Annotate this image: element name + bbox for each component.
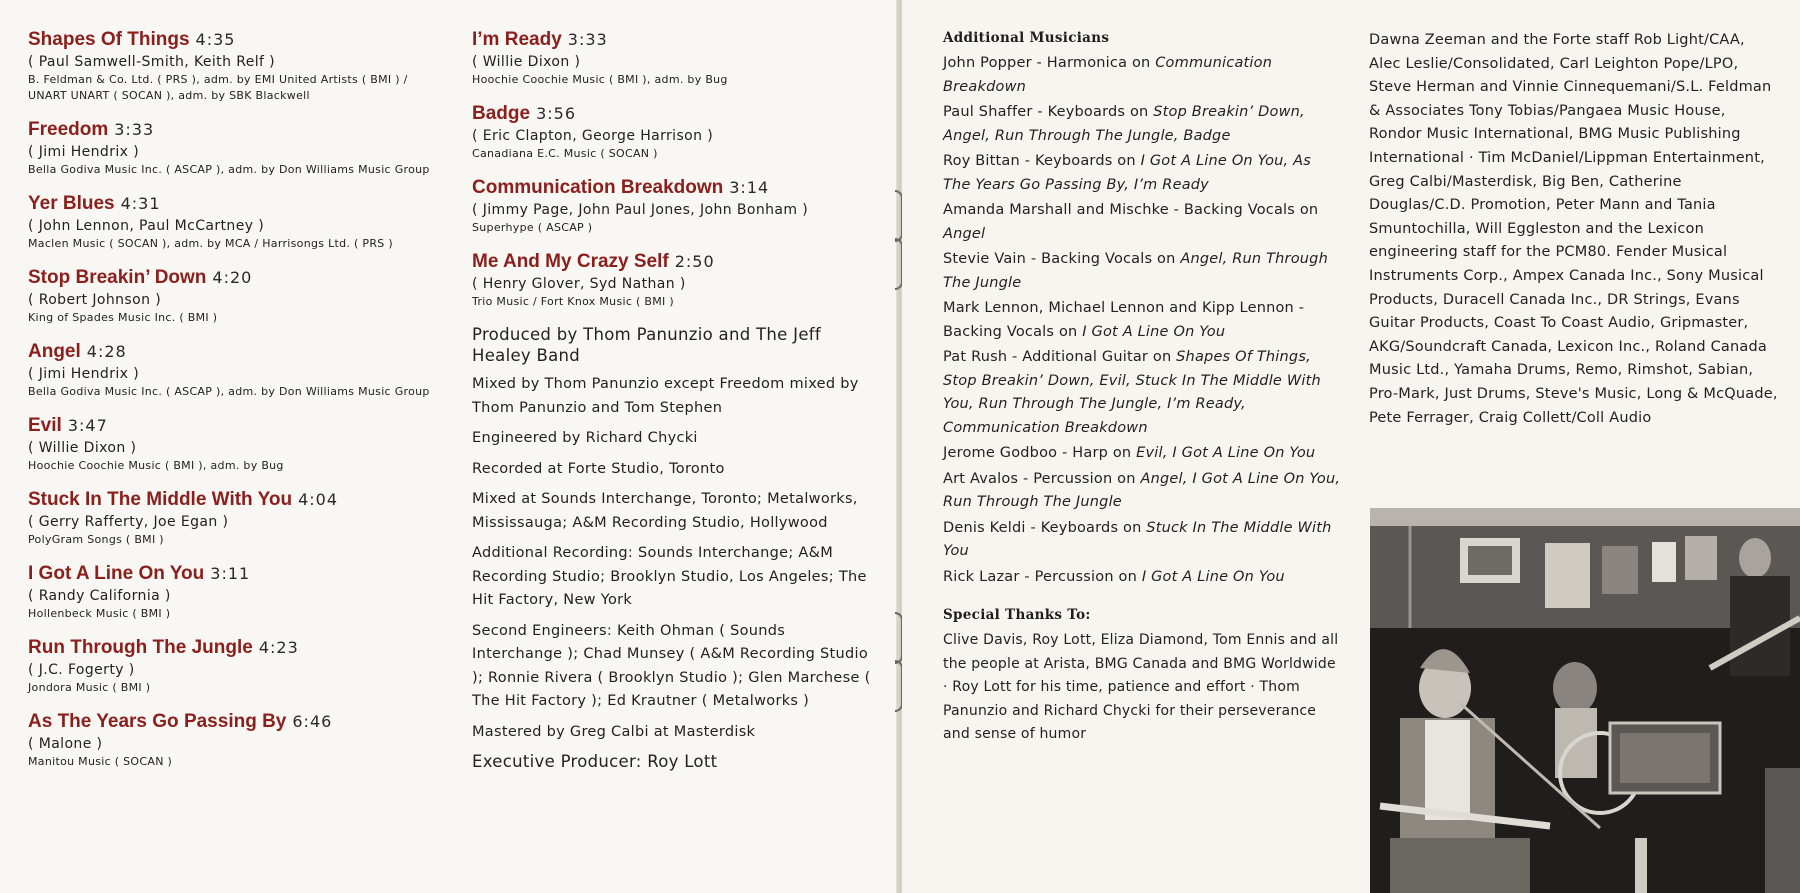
track-title [472, 102, 872, 126]
track-name: I’m Ready [472, 29, 562, 50]
musician-entry [943, 52, 1343, 99]
musician-entry [943, 517, 1343, 564]
musician-name: Pat Rush [943, 349, 1008, 365]
musician-songs: Stop Breakin’ Down, Angel, Run Through The Jungle, Badge [943, 104, 1305, 144]
track-title [472, 28, 872, 52]
musician-name: Mark Lennon, Michael Lennon and Kipp Lennon [943, 300, 1294, 316]
track-title [28, 118, 448, 142]
credit-line: Recorded at Forte Studio, Toronto [472, 460, 725, 477]
musician-songs: Angel, I Got A Line On You, Run Through The Jungle [943, 470, 1341, 510]
musician-entry [943, 468, 1343, 515]
track-name: As The Years Go Passing By [28, 711, 287, 732]
track-duration: 2:50 [674, 252, 715, 271]
musician-songs: Shapes Of Things, Stop Breakin’ Down, Evil, Stuck In The Middle With You, Run Through The Jungle, I’m Ready, Communication Breakdown [943, 349, 1321, 436]
musician-entry [943, 566, 1343, 590]
musician-role: - Backing Vocals on [943, 300, 1305, 340]
thanks-continued-text: Dawna Zeeman and the Forte staff Rob Light/CAA, Alec Leslie/Consolidated, Carl Leighton Pope/LPO, Steve Herman and Vinnie Cinnequemani/S.L. Feldman & Associates Tony Tobias/Pangaea Music House, Rondor Music International, BMG Music Publishing International · Tim McDaniel/Lippman Entertainment, Greg Calbi/Masterdisk, Big Ben, Catherine Douglas/C.D. Promotion, Peter Mann and Tania Smuntochilla, Will Eggleston and the Lexicon engineering staff for the PCM80. Fender Musical Instruments Corp., Ampex Canada Inc., Sony Musical Products, Duracell Canada Inc., DR Strings, Evans Guitar Products, Coast To Coast Audio, Gripmaster, AKG/Soundcraft Canada, Lexicon Inc., Roland Canada Music Ltd., Yamaha Drums, Remo, Rimshot, Sabian, Pro-Mark, Just Drums, Steve's Music, Long & McQuade, Pete Ferrager, Craig Collett/Coll Audio [1369, 32, 1778, 426]
track-publisher: Jondora Music ( BMI ) [28, 681, 151, 694]
credit-line: Additional Recording: Sounds Interchange; A&M Recording Studio; Brooklyn Studio, Los Angeles; The Hit Factory, New York [472, 545, 867, 608]
musician-songs: I Got A Line On You [1141, 568, 1285, 585]
musician-songs: I Got A Line On You, As The Years Go Passing By, I’m Ready [943, 153, 1312, 193]
thanks-text: Clive Davis, Roy Lott, Eliza Diamond, Tom Ennis and all the people at Arista, BMG Canada and BMG Worldwide · Roy Lott for his time, patience and effort · Thom Panunzio and Richard Chycki for their perseverance and sense of humor [943, 632, 1339, 742]
musician-role: - Backing Vocals on [1026, 251, 1181, 267]
track-writers: ( Gerry Rafferty, Joe Egan ) [28, 514, 229, 530]
track-name: Yer Blues [28, 193, 115, 214]
musician-role: - Keyboards on [1032, 104, 1154, 120]
track-publisher: Trio Music / Fort Knox Music ( BMI ) [472, 295, 674, 308]
musician-name: Jerome Godboo [943, 445, 1058, 461]
musician-songs: I Got A Line On You [1082, 323, 1226, 340]
track-publisher: Bella Godiva Music Inc. ( ASCAP ), adm. by Don Williams Music Group [28, 163, 430, 176]
track-entry [28, 414, 448, 474]
track-publisher: Hollenbeck Music ( BMI ) [28, 607, 171, 620]
credit-line: Produced by Thom Panunzio and The Jeff Healey Band [472, 325, 822, 365]
musician-entry [943, 150, 1343, 197]
track-writers: ( Jimmy Page, John Paul Jones, John Bonham ) [472, 202, 809, 218]
production-credits [472, 324, 872, 772]
track-writers: ( Willie Dixon ) [472, 54, 581, 70]
musician-name: Stevie Vain [943, 251, 1027, 267]
musician-role: - Backing Vocals on [1168, 202, 1319, 218]
track-writers: ( Robert Johnson ) [28, 292, 162, 308]
track-entry [28, 636, 448, 696]
musicians-list [943, 52, 1343, 589]
track-entry [28, 562, 448, 622]
musician-songs: Angel [943, 225, 986, 242]
track-duration: 3:33 [114, 120, 155, 139]
track-writers: ( John Lennon, Paul McCartney ) [28, 218, 265, 234]
track-entry [472, 176, 872, 236]
track-entry [472, 102, 872, 162]
track-name: Run Through The Jungle [28, 637, 253, 658]
track-duration: 3:47 [67, 416, 108, 435]
track-writers: ( Malone ) [28, 736, 103, 752]
track-entry [28, 118, 448, 178]
track-entry [28, 28, 448, 104]
track-duration: 4:23 [258, 638, 299, 657]
musician-entry [943, 199, 1343, 246]
musician-songs: Communication Breakdown [943, 55, 1273, 95]
track-title [472, 176, 872, 200]
track-name: Freedom [28, 119, 109, 140]
musician-name: Paul Shaffer [943, 104, 1033, 120]
musician-role: - Percussion on [1019, 568, 1142, 585]
track-title [28, 28, 448, 52]
track-writers: ( Henry Glover, Syd Nathan ) [472, 276, 686, 292]
track-entry [28, 340, 448, 400]
track-title [28, 636, 448, 660]
track-title [28, 562, 448, 586]
musician-name: Art Avalos [943, 470, 1019, 487]
track-publisher: Hoochie Coochie Music ( BMI ), adm. by Bug [28, 459, 284, 472]
track-duration: 3:11 [210, 564, 251, 583]
musician-role: - Harmonica on [1031, 55, 1156, 71]
track-entry [28, 488, 448, 548]
track-name: Communication Breakdown [472, 177, 724, 198]
tracklist-column-1 [28, 28, 448, 784]
tracklist-column-2-tracks [472, 28, 872, 310]
musician-name: Denis Keldi [943, 519, 1026, 536]
track-title [28, 266, 448, 290]
track-duration: 4:04 [298, 490, 339, 509]
credit-line: Executive Producer: Roy Lott [472, 752, 718, 771]
track-publisher: B. Feldman & Co. Ltd. ( PRS ), adm. by EMI United Artists ( BMI ) / UNART UNART ( SOCAN ), adm. by SBK Blackwell [28, 73, 408, 102]
track-duration: 6:46 [292, 712, 333, 731]
track-name: Me And My Crazy Self [472, 251, 669, 272]
track-entry [28, 710, 448, 770]
musician-entry [943, 346, 1343, 440]
track-duration: 3:14 [729, 178, 770, 197]
thanks-continued-column [1369, 29, 1779, 430]
track-title [28, 414, 448, 438]
track-publisher: Hoochie Coochie Music ( BMI ), adm. by Bug [472, 73, 728, 86]
credit-line: Engineered by Richard Chycki [472, 430, 698, 446]
musician-entry [943, 297, 1343, 344]
credit-line: Mixed by Thom Panunzio except Freedom mixed by Thom Panunzio and Tom Stephen [472, 376, 859, 416]
musicians-column [943, 30, 1343, 747]
track-publisher: Bella Godiva Music Inc. ( ASCAP ), adm. by Don Williams Music Group [28, 385, 430, 398]
track-writers: ( Jimi Hendrix ) [28, 144, 140, 160]
thanks-heading: Special Thanks To: [943, 607, 1091, 623]
track-duration: 3:33 [567, 30, 608, 49]
track-name: Stop Breakin’ Down [28, 267, 207, 288]
track-writers: ( Paul Samwell-Smith, Keith Relf ) [28, 54, 276, 70]
track-publisher: PolyGram Songs ( BMI ) [28, 533, 164, 546]
track-writers: ( Willie Dixon ) [28, 440, 137, 456]
musician-name: Roy Bittan [943, 153, 1020, 169]
track-entry [472, 28, 872, 88]
musician-role: - Keyboards on [1025, 519, 1147, 536]
musician-name: Amanda Marshall and Mischke [943, 202, 1169, 218]
track-title [472, 250, 872, 274]
musicians-heading: Additional Musicians [943, 30, 1110, 46]
musician-name: John Popper [943, 55, 1032, 71]
track-publisher: Manitou Music ( SOCAN ) [28, 755, 173, 768]
track-writers: ( Jimi Hendrix ) [28, 366, 140, 382]
track-publisher: Maclen Music ( SOCAN ), adm. by MCA / Harrisongs Ltd. ( PRS ) [28, 237, 393, 250]
musician-name: Rick Lazar [943, 568, 1020, 585]
track-name: Badge [472, 103, 531, 124]
musician-songs: Angel, Run Through The Jungle [943, 251, 1328, 291]
credit-line: Mixed at Sounds Interchange, Toronto; Metalworks, Mississauga; A&M Recording Studio, Hollywood [472, 491, 858, 531]
credit-line: Second Engineers: Keith Ohman ( Sounds Interchange ); Chad Munsey ( A&M Recording Studio ); Ronnie Rivera ( Brooklyn Studio ); Glen Marchese ( The Hit Factory ); Ed Krautner ( Metalworks ) [472, 622, 871, 709]
track-writers: ( Randy California ) [28, 588, 171, 604]
track-writers: ( Eric Clapton, George Harrison ) [472, 128, 714, 144]
track-title [28, 340, 448, 364]
musician-songs: Evil, I Got A Line On You [1136, 445, 1316, 461]
track-title [28, 192, 448, 216]
musician-role: - Additional Guitar on [1007, 349, 1177, 365]
left-page [0, 0, 898, 893]
track-publisher: Canadiana E.C. Music ( SOCAN ) [472, 147, 658, 160]
track-duration: 4:31 [120, 194, 161, 213]
band-photo [1370, 508, 1800, 893]
track-name: Evil [28, 415, 62, 436]
track-writers: ( J.C. Fogerty ) [28, 662, 135, 678]
track-duration: 4:28 [86, 342, 127, 361]
track-entry [472, 250, 872, 310]
track-title [28, 488, 448, 512]
musician-role: - Percussion on [1018, 470, 1141, 487]
musician-entry [943, 442, 1343, 466]
musician-role: - Harp on [1057, 445, 1137, 461]
track-title [28, 710, 448, 734]
musician-entry [943, 248, 1343, 295]
track-entry [28, 192, 448, 252]
track-publisher: Superhype ( ASCAP ) [472, 221, 593, 234]
track-publisher: King of Spades Music Inc. ( BMI ) [28, 311, 218, 324]
track-duration: 4:35 [195, 30, 236, 49]
credit-line: Mastered by Greg Calbi at Masterdisk [472, 723, 756, 740]
musician-entry [943, 101, 1343, 148]
track-duration: 3:56 [536, 104, 577, 123]
track-name: I Got A Line On You [28, 563, 205, 584]
track-name: Stuck In The Middle With You [28, 489, 293, 510]
track-entry [28, 266, 448, 326]
musician-role: - Keyboards on [1019, 153, 1141, 169]
tracklist-column-2 [472, 28, 872, 779]
musician-songs: Stuck In The Middle With You [943, 519, 1332, 559]
track-duration: 4:20 [212, 268, 253, 287]
track-name: Angel [28, 341, 81, 362]
track-name: Shapes Of Things [28, 29, 190, 50]
